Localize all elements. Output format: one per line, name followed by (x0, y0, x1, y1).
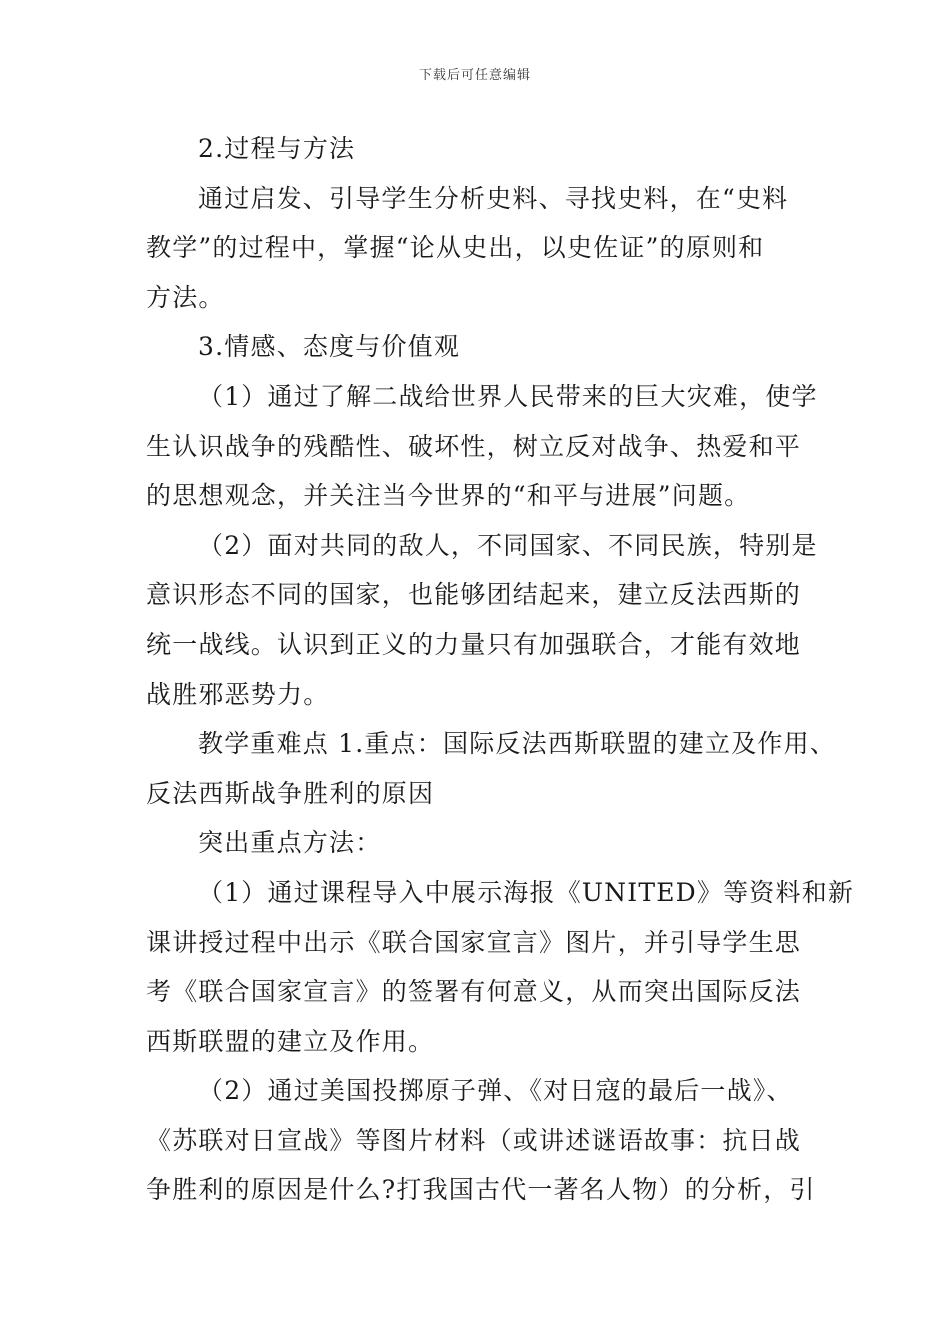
text-line: （2）面对共同的敌人，不同国家、不同民族，特别是 (198, 530, 818, 560)
text-line: 3.情感、态度与价值观 (198, 332, 461, 362)
paragraph (146, 719, 837, 818)
text-line: 2.过程与方法 (198, 134, 356, 163)
paragraph (146, 868, 855, 1066)
text-line: 生认识战争的残酷性、破坏性，树立反对战争、热爱和平 (146, 431, 802, 461)
text-line: 意识形态不同的国家，也能够团结起来，建立反法西斯的 (146, 580, 802, 610)
text-line: 统一战线。认识到正义的力量只有加强联合，才能有效地 (146, 629, 802, 659)
document-body (146, 124, 855, 1215)
text-line: 考《联合国家宣言》的签署有何意义，从而突出国际反法 (146, 977, 802, 1007)
text-line: 方法。 (146, 282, 225, 312)
text-line: 通过启发、引导学生分析史料、寻找史料，在“史料 (198, 183, 789, 213)
paragraph (146, 818, 816, 868)
paragraph (146, 124, 816, 174)
page-header: 下载后可任意编辑 (418, 68, 531, 83)
paragraph (146, 322, 816, 372)
text-line: 教学”的过程中，掌握“论从史出，以史佐证”的原则和 (146, 233, 765, 263)
text-line: 战胜邪恶势力。 (146, 679, 330, 709)
text-line: 教学重难点 1.重点：国际反法西斯联盟的建立及作用、 (198, 729, 837, 759)
text-line: （1）通过课程导入中展示海报《UNITED》等资料和新 (198, 877, 855, 907)
text-line: （1）通过了解二战给世界人民带来的巨大灾难，使学 (198, 381, 818, 411)
text-line: 的思想观念，并关注当今世界的“和平与进展”问题。 (146, 481, 751, 511)
paragraph (146, 521, 816, 719)
text-line: （2）通过美国投掷原子弹、《对日寇的最后一战》、 (198, 1076, 793, 1106)
paragraph (146, 1066, 816, 1215)
paragraph (146, 372, 816, 521)
text-line: 争胜利的原因是什么?打我国古代一著名人物）的分析，引 (146, 1175, 816, 1205)
text-line: 《苏联对日宣战》等图片材料（或讲述谜语故事：抗日战 (146, 1125, 802, 1155)
text-line: 西斯联盟的建立及作用。 (146, 1026, 435, 1056)
paragraph (146, 174, 816, 323)
text-line: 突出重点方法： (198, 828, 382, 858)
text-line: 课讲授过程中出示《联合国家宣言》图片，并引导学生思 (146, 927, 802, 957)
text-line: 反法西斯战争胜利的原因 (146, 778, 435, 808)
